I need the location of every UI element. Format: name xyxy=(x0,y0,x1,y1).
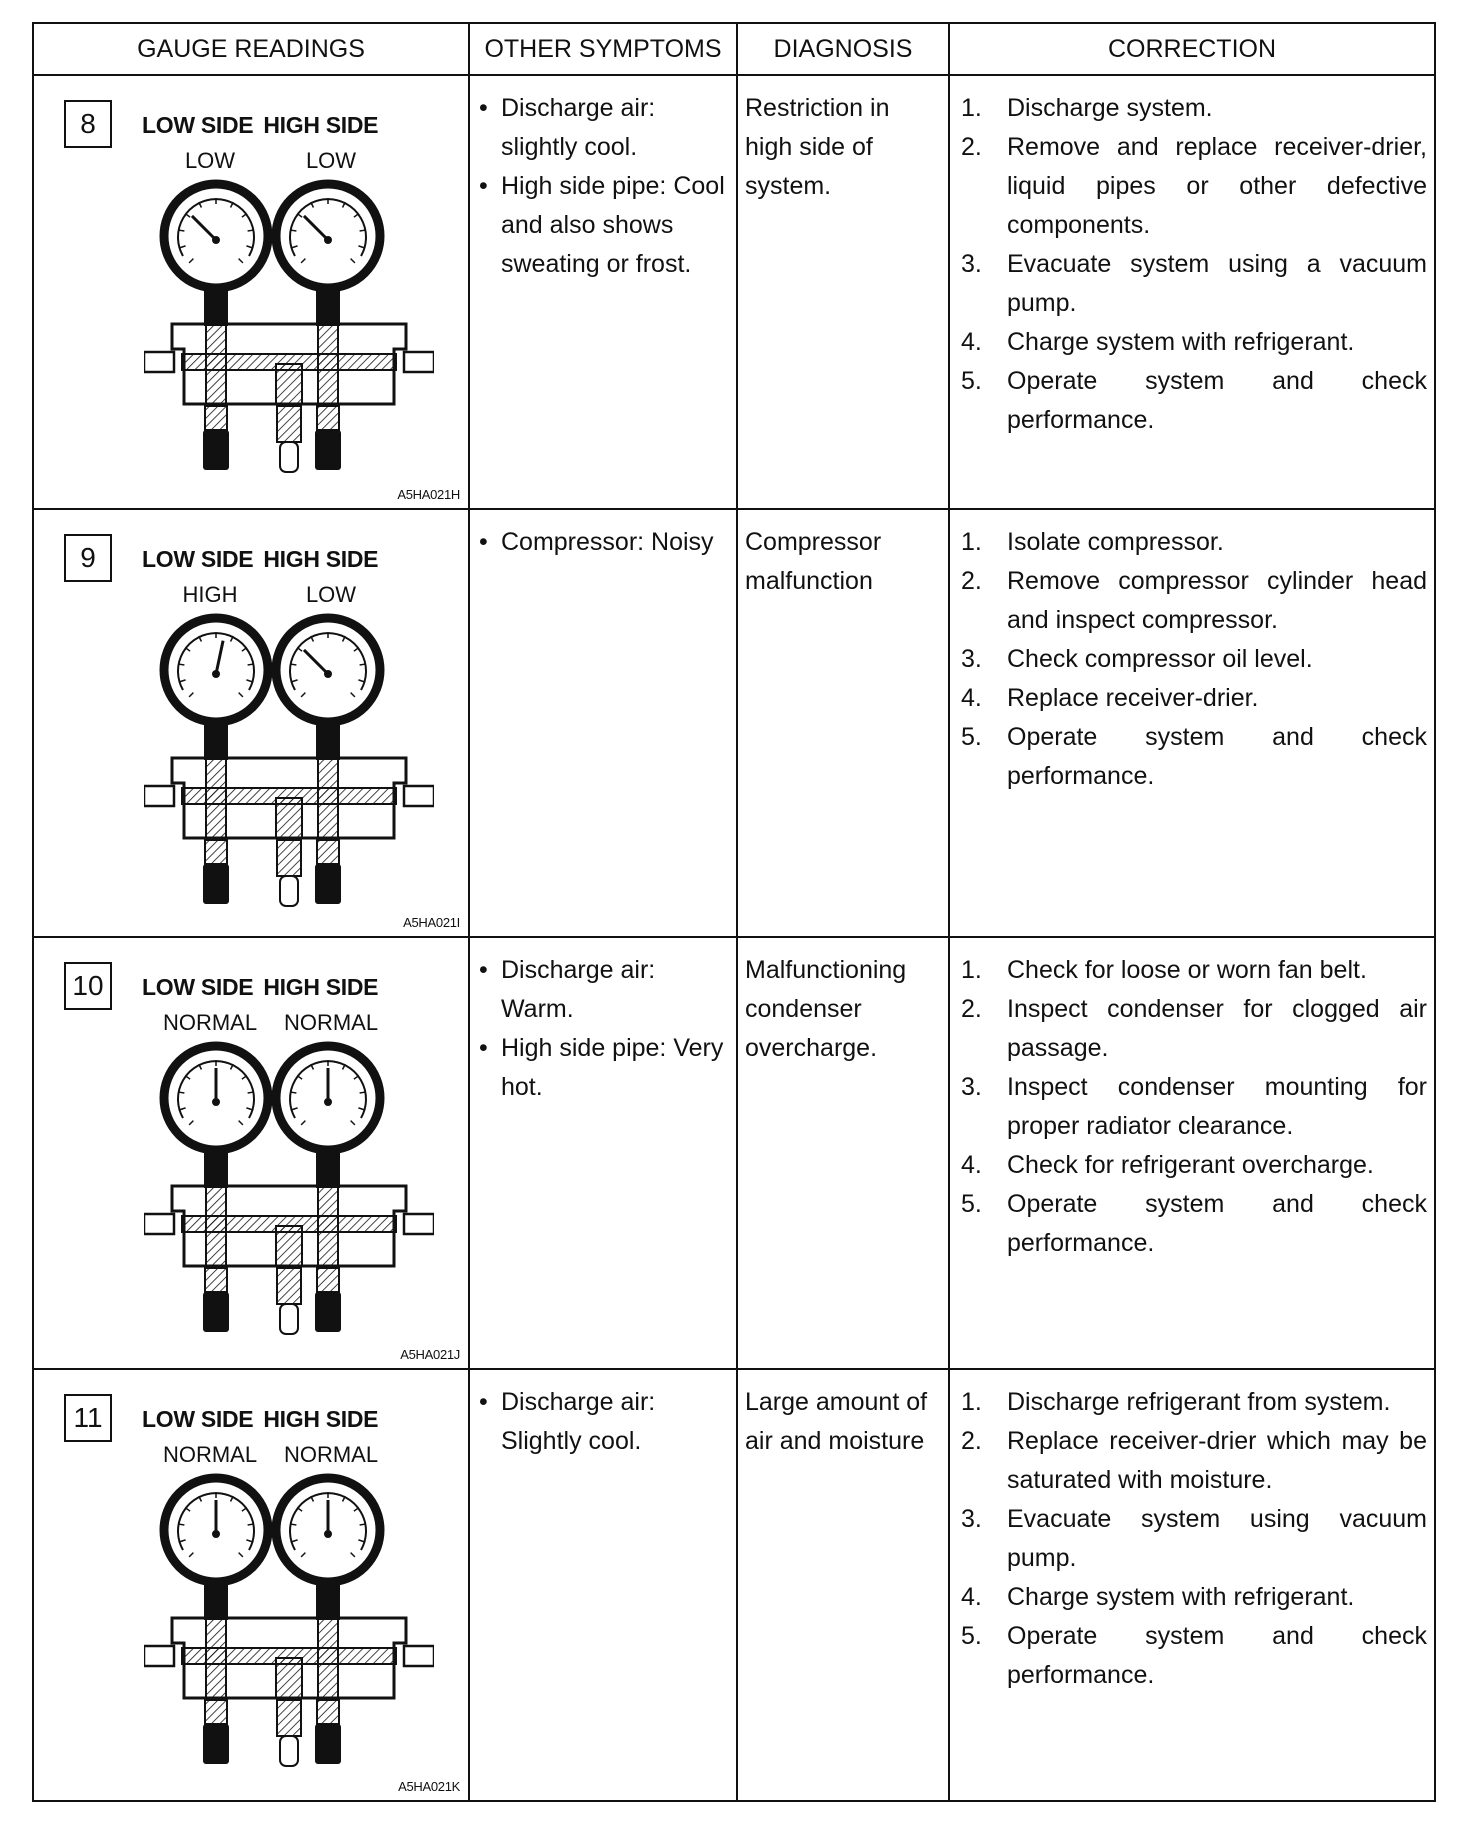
step-number: 3. xyxy=(961,1073,982,1101)
step-text: Discharge system. xyxy=(1007,94,1213,122)
high-side-gauge-port xyxy=(318,324,338,404)
figure-code: A5HA021H xyxy=(397,487,460,502)
center-fitting xyxy=(277,1700,301,1736)
gauge-readings-cell xyxy=(33,509,469,937)
center-fitting xyxy=(277,406,301,442)
step-number: 1. xyxy=(961,956,982,984)
high-side-gauge-hub xyxy=(324,670,332,678)
step-text: Inspect condenser for clogged air passage. xyxy=(1007,995,1427,1062)
high-side-reading: NORMAL xyxy=(283,1010,379,1035)
symptom-item: • High side pipe: Cool and also shows sweating or frost. xyxy=(479,167,729,284)
tick-mark xyxy=(248,664,254,665)
left-fitting xyxy=(144,352,174,372)
step-text: Replace receiver-drier which may be saturated with moisture. xyxy=(1007,1427,1427,1494)
step-number: 5. xyxy=(961,367,982,395)
step-text: Operate system and check performance. xyxy=(1007,723,1427,790)
figure-code: A5HA021K xyxy=(398,1779,460,1794)
correction-step xyxy=(961,718,1427,796)
correction-step xyxy=(961,640,1427,679)
tick-mark xyxy=(178,1092,184,1093)
step-number: 5. xyxy=(961,723,982,751)
low-side-reading: LOW xyxy=(184,148,236,173)
tick-mark xyxy=(290,230,296,231)
correction-cell xyxy=(949,937,1435,1369)
low-side-gauge-hub xyxy=(212,1098,220,1106)
high-side-gauge-fitting xyxy=(317,1268,339,1292)
step-text: Remove and replace receiver-drier, liquid pipes or other defective components. xyxy=(1007,133,1427,239)
low-side-gauge-port xyxy=(206,1186,226,1266)
step-number: 4. xyxy=(961,1151,982,1179)
step-text: Operate system and check performance. xyxy=(1007,1190,1427,1257)
correction-step xyxy=(961,245,1427,323)
tick-mark xyxy=(178,1524,184,1525)
table-row-case-10 xyxy=(33,937,1435,1369)
manifold-gauge-illustration xyxy=(144,1036,434,1352)
step-text: Inspect condenser mounting for proper radiator clearance. xyxy=(1007,1073,1427,1140)
low-side-reading: HIGH xyxy=(182,582,238,607)
high-side-gauge-hose xyxy=(315,430,341,470)
symptom-item: • Discharge air: slightly cool. xyxy=(479,89,729,167)
high-side-gauge-hose xyxy=(315,1724,341,1764)
symptom-item: • Discharge air: Warm. xyxy=(479,951,729,1029)
gauge-readings-cell xyxy=(33,937,469,1369)
tick-mark xyxy=(290,1092,296,1093)
low-side-gauge-port xyxy=(206,1618,226,1698)
high-side-gauge-fitting xyxy=(317,1700,339,1724)
symptom-item: • Compressor: Noisy xyxy=(479,523,729,562)
symptoms-list xyxy=(471,939,735,1107)
header-diagnosis: DIAGNOSIS xyxy=(737,23,949,75)
low-side-gauge-hose xyxy=(203,1724,229,1764)
tick-mark xyxy=(290,664,296,665)
correction-step xyxy=(961,951,1427,990)
correction-list xyxy=(951,77,1433,440)
low-side-label: LOW SIDE xyxy=(142,974,254,1000)
correction-step xyxy=(961,362,1427,440)
step-text: Evacuate system using a vacuum pump. xyxy=(1007,250,1427,317)
correction-step xyxy=(961,1185,1427,1263)
low-side-gauge-port xyxy=(206,758,226,838)
gauge-readings-cell xyxy=(33,75,469,509)
center-passage xyxy=(276,1226,302,1266)
high-side-gauge-fitting xyxy=(317,406,339,430)
high-side-gauge-fitting xyxy=(317,840,339,864)
correction-step xyxy=(961,523,1427,562)
diagnosis-cell xyxy=(737,509,949,937)
high-side-gauge-port xyxy=(318,758,338,838)
diagnosis-text: Large amount of air and moisture xyxy=(745,1388,928,1455)
tick-mark xyxy=(360,1524,366,1525)
step-text: Charge system with refrigerant. xyxy=(1007,1583,1355,1611)
step-text: Remove compressor cylinder head and inspect compressor. xyxy=(1007,567,1427,634)
step-number: 1. xyxy=(961,94,982,122)
center-passage xyxy=(276,798,302,838)
other-symptoms-cell xyxy=(469,937,737,1369)
correction-step xyxy=(961,1146,1427,1185)
step-text: Evacuate system using vacuum pump. xyxy=(1007,1505,1427,1572)
high-side-gauge-port xyxy=(318,1186,338,1266)
low-side-gauge-hose xyxy=(203,864,229,904)
header-correction: CORRECTION xyxy=(949,23,1435,75)
low-side-gauge-hose xyxy=(203,430,229,470)
case-number: 9 xyxy=(64,534,112,582)
symptoms-list xyxy=(471,77,735,284)
other-symptoms-cell xyxy=(469,75,737,509)
correction-step xyxy=(961,1578,1427,1617)
step-number: 5. xyxy=(961,1190,982,1218)
other-symptoms-cell xyxy=(469,1369,737,1801)
low-side-gauge-fitting xyxy=(205,406,227,430)
center-passage xyxy=(276,1658,302,1698)
high-side-label: HIGH SIDE xyxy=(263,1406,379,1432)
left-fitting xyxy=(144,1214,174,1234)
tick-mark xyxy=(360,1092,366,1093)
figure-code: A5HA021I xyxy=(403,915,460,930)
high-side-reading: LOW xyxy=(305,582,357,607)
step-text: Discharge refrigerant from system. xyxy=(1007,1388,1391,1416)
center-hose xyxy=(280,876,298,906)
step-number: 5. xyxy=(961,1622,982,1650)
step-number: 1. xyxy=(961,528,982,556)
step-text: Replace receiver-drier. xyxy=(1007,684,1259,712)
high-side-label: HIGH SIDE xyxy=(263,546,379,572)
correction-step xyxy=(961,990,1427,1068)
high-side-label: HIGH SIDE xyxy=(263,974,379,1000)
high-side-gauge-hub xyxy=(324,1098,332,1106)
diagnosis-text: Malfunctioning condenser overcharge. xyxy=(745,956,907,1062)
gauge-readings-cell xyxy=(33,1369,469,1801)
step-number: 3. xyxy=(961,1505,982,1533)
tick-mark xyxy=(290,1524,296,1525)
diagnosis-sheet xyxy=(32,22,1434,1802)
step-number: 1. xyxy=(961,1388,982,1416)
step-text: Check compressor oil level. xyxy=(1007,645,1313,673)
right-fitting xyxy=(404,1214,434,1234)
figure-code: A5HA021J xyxy=(400,1347,460,1362)
high-side-gauge-hub xyxy=(324,1530,332,1538)
case-number: 8 xyxy=(64,100,112,148)
low-side-reading: NORMAL xyxy=(162,1010,258,1035)
symptom-item: • High side pipe: Very hot. xyxy=(479,1029,729,1107)
step-text: Operate system and check performance. xyxy=(1007,367,1427,434)
diagnosis-text: Compressor malfunction xyxy=(745,528,882,595)
correction-step xyxy=(961,128,1427,245)
tick-mark xyxy=(178,664,184,665)
correction-cell xyxy=(949,509,1435,937)
step-number: 2. xyxy=(961,133,982,161)
step-number: 4. xyxy=(961,1583,982,1611)
table-row-case-9 xyxy=(33,509,1435,937)
tick-mark xyxy=(360,230,366,231)
step-number: 2. xyxy=(961,567,982,595)
low-side-gauge-fitting xyxy=(205,1268,227,1292)
correction-list xyxy=(951,511,1433,796)
tick-mark xyxy=(248,1524,254,1525)
left-fitting xyxy=(144,786,174,806)
low-side-label: LOW SIDE xyxy=(142,546,254,572)
diagnosis-cell xyxy=(737,75,949,509)
step-number: 3. xyxy=(961,645,982,673)
high-side-gauge-hose xyxy=(315,1292,341,1332)
low-side-gauge-hub xyxy=(212,1530,220,1538)
diagnosis-table xyxy=(32,22,1436,1802)
correction-step xyxy=(961,679,1427,718)
center-passage xyxy=(276,364,302,404)
other-symptoms-cell xyxy=(469,509,737,937)
step-number: 4. xyxy=(961,684,982,712)
manifold-gauge-illustration xyxy=(144,1468,434,1784)
correction-step xyxy=(961,1617,1427,1695)
table-row-case-11 xyxy=(33,1369,1435,1801)
step-text: Operate system and check performance. xyxy=(1007,1622,1427,1689)
high-side-gauge-port xyxy=(318,1618,338,1698)
high-side-reading: NORMAL xyxy=(283,1442,379,1467)
correction-step xyxy=(961,1422,1427,1500)
step-text: Isolate compressor. xyxy=(1007,528,1224,556)
table-row-case-8 xyxy=(33,75,1435,509)
low-side-gauge-fitting xyxy=(205,1700,227,1724)
high-side-gauge-hose xyxy=(315,864,341,904)
center-hose xyxy=(280,1304,298,1334)
header-row xyxy=(33,23,1435,75)
symptom-item: • Discharge air: Slightly cool. xyxy=(479,1383,729,1461)
correction-cell xyxy=(949,75,1435,509)
high-side-label: HIGH SIDE xyxy=(263,112,379,138)
high-side-gauge-hub xyxy=(324,236,332,244)
correction-list xyxy=(951,1371,1433,1695)
diagnosis-cell xyxy=(737,1369,949,1801)
symptoms-list xyxy=(471,1371,735,1461)
step-text: Charge system with refrigerant. xyxy=(1007,328,1355,356)
step-text: Check for loose or worn fan belt. xyxy=(1007,956,1367,984)
step-number: 2. xyxy=(961,1427,982,1455)
center-hose xyxy=(280,1736,298,1766)
right-fitting xyxy=(404,1646,434,1666)
manifold-gauge-illustration xyxy=(144,608,434,924)
correction-cell xyxy=(949,1369,1435,1801)
header-gauge-readings: GAUGE READINGS xyxy=(33,23,469,75)
step-number: 4. xyxy=(961,328,982,356)
correction-step xyxy=(961,562,1427,640)
correction-step xyxy=(961,1068,1427,1146)
low-side-label: LOW SIDE xyxy=(142,112,254,138)
step-number: 3. xyxy=(961,250,982,278)
correction-list xyxy=(951,939,1433,1263)
tick-mark xyxy=(248,1092,254,1093)
low-side-gauge-fitting xyxy=(205,840,227,864)
low-side-gauge-port xyxy=(206,324,226,404)
left-fitting xyxy=(144,1646,174,1666)
low-side-gauge-hose xyxy=(203,1292,229,1332)
center-fitting xyxy=(277,1268,301,1304)
symptoms-list xyxy=(471,511,735,562)
center-fitting xyxy=(277,840,301,876)
correction-step xyxy=(961,89,1427,128)
manifold-gauge-illustration xyxy=(144,174,434,490)
correction-step xyxy=(961,1383,1427,1422)
low-side-gauge-hub xyxy=(212,236,220,244)
case-number: 10 xyxy=(64,962,112,1010)
header-other-symptoms: OTHER SYMPTOMS xyxy=(469,23,737,75)
tick-mark xyxy=(248,230,254,231)
step-text: Check for refrigerant overcharge. xyxy=(1007,1151,1374,1179)
tick-mark xyxy=(178,230,184,231)
diagnosis-cell xyxy=(737,937,949,1369)
diagnosis-text: Restriction in high side of system. xyxy=(745,94,890,200)
right-fitting xyxy=(404,786,434,806)
low-side-label: LOW SIDE xyxy=(142,1406,254,1432)
correction-step xyxy=(961,323,1427,362)
low-side-reading: NORMAL xyxy=(162,1442,258,1467)
high-side-reading: LOW xyxy=(305,148,357,173)
step-number: 2. xyxy=(961,995,982,1023)
correction-step xyxy=(961,1500,1427,1578)
case-number: 11 xyxy=(64,1394,112,1442)
tick-mark xyxy=(360,664,366,665)
right-fitting xyxy=(404,352,434,372)
low-side-gauge-hub xyxy=(212,670,220,678)
center-hose xyxy=(280,442,298,472)
